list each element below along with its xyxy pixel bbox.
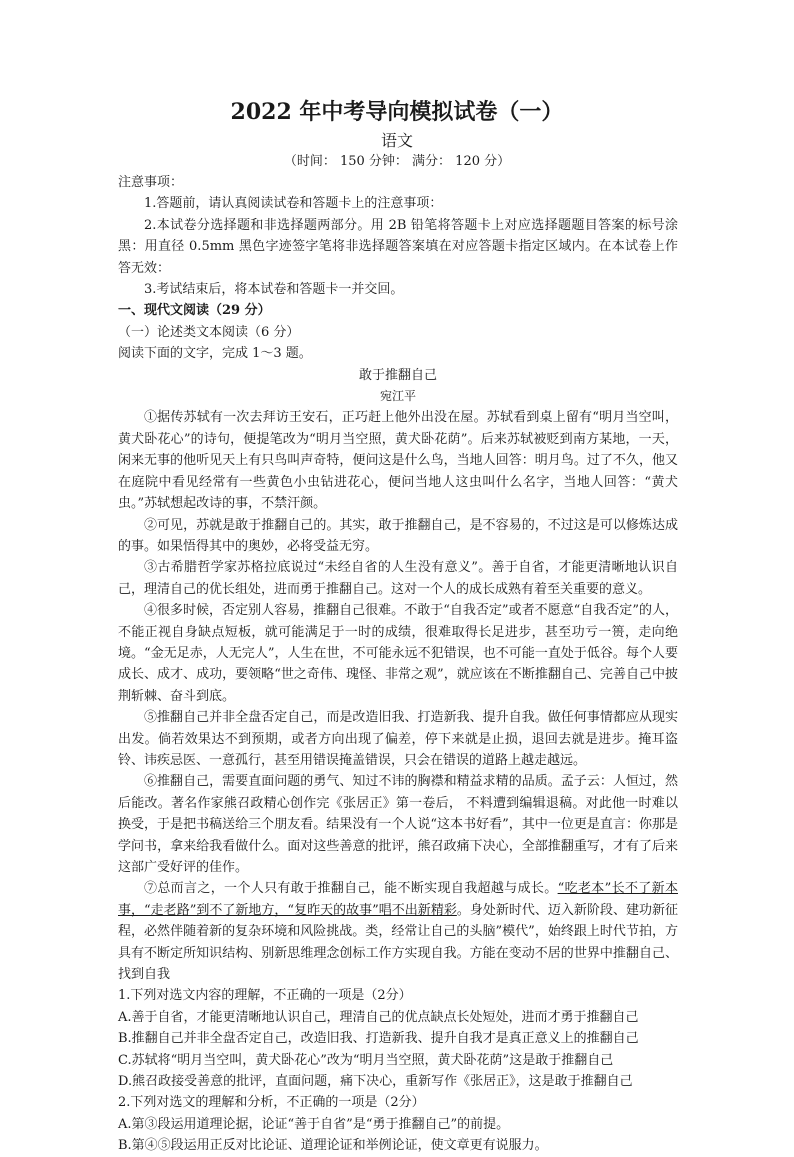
question-stem: 1.下列对选文内容的理解，不正确的一项是（2分） bbox=[118, 988, 412, 1004]
exam-body bbox=[118, 172, 678, 1157]
article-paragraph: ⑥推翻自己，需要直面问题的勇气、知过不讳的胸襟和精益求精的品质。孟子云：人恒过，然后能改。著名作家熊召政精心创作完《张居正》第一卷后， 不料遭到编辑退稿。对此他一时难以换受，于是把书稿送给三个朋友看。结果没有一个人说“这本书好看”，其中一位更是直言：你那是学问书，拿来给我看做什么。面对这些善意的批评，熊召政痛下决心，全部推翻重写，才有了后来这部广受好评的佳作。 bbox=[118, 774, 678, 875]
article-paragraph: ①据传苏轼有一次去拜访王安石，正巧赶上他外出没在屋。苏轼看到桌上留有“明月当空叫，黄犬卧花心”的诗句，便提笔改为“明月当空照，黄犬卧花荫”。后来苏轼被贬到南方某地，一天，闲来无事的他听见天上有只鸟叫声奇特，便问这是什么鸟，当地人回答：明月鸟。过了不久，他又在庭院中看见经常有一些黄色小虫钻进花心，便问当地人这虫叫什么名字，当地人回答：“黄犬虫。”苏轼想起改诗的事，不禁汗颜。 bbox=[118, 410, 678, 512]
article-paragraph: ⑤推翻自己并非全盘否定自己，而是改造旧我、打造新我、提升自我。做任何事情都应从现实出发。倘若效果达不到预期，或者方向出现了偏差，停下来就是止损，退回去就是进步。掩耳盗铃、讳疾忌医、一意孤行，甚至用错误掩盖错误，只会在错误的道路上越走越远。 bbox=[118, 710, 678, 768]
subsection-heading: （一）论述类文本阅读（6 分） bbox=[118, 324, 300, 340]
para7-rest: 。身处新时代、迈入新阶段、建功新征程，必然伴随着新的复杂环境和风险挑战。类，经常让自己的头脑”模代”，始终跟上时代节拍，方具有不断定所知识结构、别新思维理念创标工作方实现自我。方能在变动不居的世界中推翻自己、找到自我 bbox=[118, 902, 678, 983]
section-heading: 一、现代文阅读（29 分） bbox=[118, 303, 271, 319]
article-author: 宛江平 bbox=[379, 389, 416, 404]
time-score-info: （时间： 150 分钟： 满分： 120 分） bbox=[283, 154, 511, 169]
reading-instruction: 阅读下面的文字，完成 1～3 题。 bbox=[118, 346, 312, 362]
question-option: B.推翻自己并非全盘否定自己，改造旧我、打造新我、提升自我才是真正意义上的推翻自己 bbox=[118, 1031, 639, 1047]
article-title: 敢于推翻自己 bbox=[358, 367, 437, 383]
para7-lead: ⑦总而言之，一个人只有敢于推翻自己，能不断实现自我超越与成长。 bbox=[144, 881, 558, 897]
question-option: A.第③段运用道理论据，论证“善于自省”是“勇于推翻自己”的前提。 bbox=[118, 1116, 510, 1132]
subject-name: 语文 bbox=[380, 131, 413, 150]
question-option: A.善于自省，才能更清晰地认识自己，理清自己的优点缺点长处短处，进而才勇于推翻自己 bbox=[118, 1009, 639, 1025]
notice-item: 1.答题前，请认真阅读试卷和答题卡上的注意事项： bbox=[144, 196, 443, 212]
exam-title: 2022 年中考导向模拟试卷（一） bbox=[230, 99, 564, 125]
para7-underlined-text: “吃老本”长不了新本事，“走老路”到不了新地方，“复昨天的故事”唱不出新精彩 bbox=[118, 881, 678, 918]
notice-item: 2.本试卷分选择题和非选择题两部分。用 2B 铅笔将答题卡上对应选择题题目答案的标号涂黑：用直径 0.5mm 黑色字迹签字笔将非选择题答案填在对应答题卡指定区域内。在本试卷上作答无效： bbox=[118, 217, 678, 276]
article-paragraph: ④很多时候，否定别人容易，推翻自己很难。不敢于“自我否定”或者不愿意“自我否定”的人，不能正视自身缺点短板，就可能满足于一时的成绩，很难取得长足进步，甚至功亏一篑，走向绝境。“金无足赤，人无完人”，人生在世，不可能永远不犯错误，也不可能一直处于低谷。每个人要成长、成才、成功，要领略“世之奇伟、瑰怪、非常之观”，就应该在不断推翻自己、完善自己中披荆斩棘、奋斗到底。 bbox=[118, 603, 678, 704]
notice-heading: 注意事项： bbox=[118, 175, 184, 190]
question-option: D.熊召政接受善意的批评，直面问题，痛下决心，重新写作《张居正》，这是敢于推翻自己 bbox=[118, 1074, 633, 1090]
notice-item: 3.考试结束后，将本试卷和答题卡一并交回。 bbox=[144, 282, 404, 298]
article-paragraph: ③古希腊哲学家苏格拉底说过“未经自省的人生没有意义”。善于自省，才能更清晰地认识自己，理清自己的优长组处，进而勇于推翻自己。这对一个人的成长成熟有着至关重要的意义。 bbox=[118, 560, 678, 597]
article-paragraph-7 bbox=[118, 878, 678, 985]
question-option: B.第④⑤段运用正反对比论证、道理论证和举例论证，使文章更有说服力。 bbox=[118, 1138, 548, 1154]
article-paragraph: ②可见，苏就是敢于推翻自己的。其实，敢于推翻自己，是不容易的，不过这是可以修炼达成的事。如果悟得其中的奥妙，必将受益无穷。 bbox=[118, 517, 678, 554]
question-option: C.苏轼将“明月当空叫，黄犬卧花心”改为“明月当空照，黄犬卧花荫”这是敢于推翻自己 bbox=[118, 1052, 614, 1068]
question-stem: 2.下列对选文的理解和分析，不正确的一项是（2分） bbox=[118, 1095, 425, 1111]
